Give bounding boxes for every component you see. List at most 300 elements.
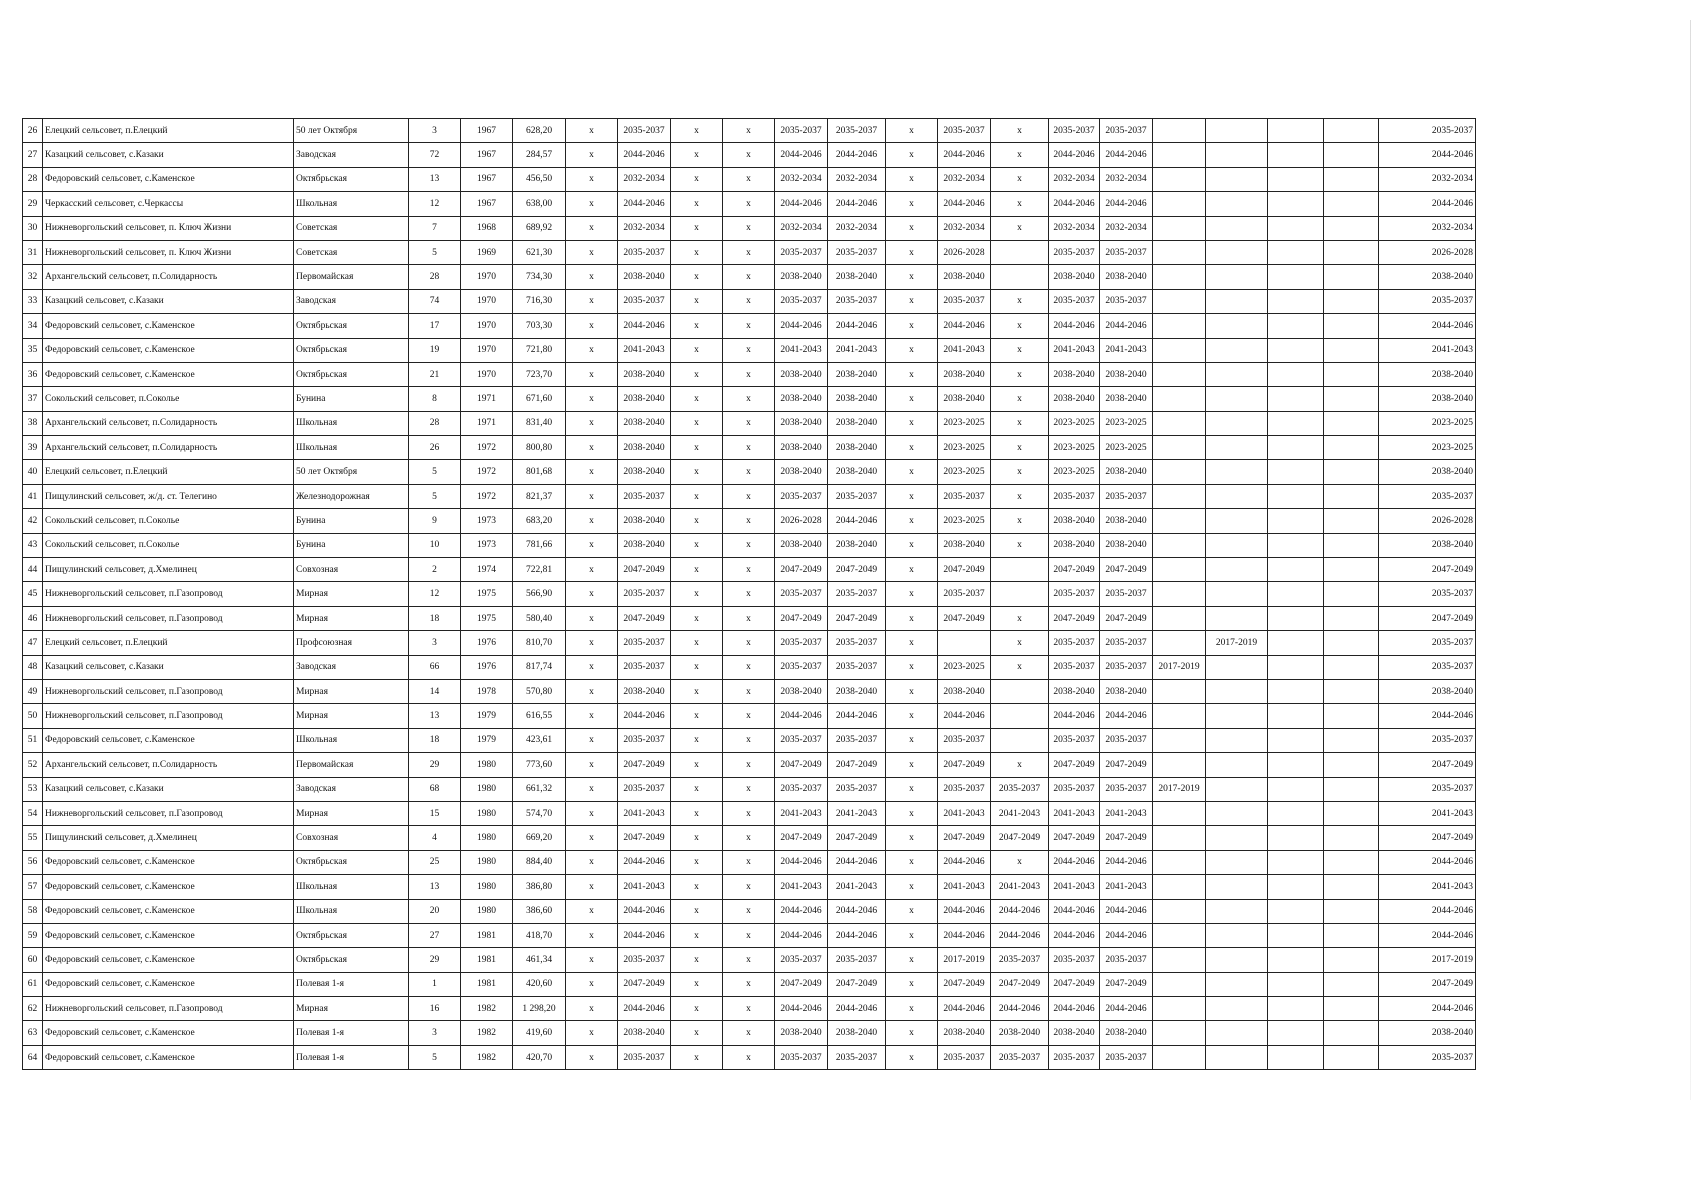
cell-house-number: 5 [409, 1045, 461, 1069]
cell-street: Школьная [294, 411, 409, 435]
cell-col-17: 2044-2046 [1100, 704, 1153, 728]
cell-col-8: 2047-2049 [618, 606, 671, 630]
cell-area: 884,40 [513, 850, 566, 874]
cell-street: Совхозная [294, 826, 409, 850]
cell-area: 800,80 [513, 436, 566, 460]
cell-col-10: x [723, 436, 775, 460]
cell-col-10: x [723, 972, 775, 996]
cell-col-8: 2035-2037 [618, 582, 671, 606]
cell-final-period: 2047-2049 [1379, 558, 1476, 582]
cell-col-10: x [723, 875, 775, 899]
cell-build-year: 1982 [461, 997, 513, 1021]
cell-col-16: 2038-2040 [1049, 362, 1100, 386]
cell-house-number: 8 [409, 387, 461, 411]
cell-col-13: x [886, 899, 938, 923]
cell-row-number: 26 [23, 119, 43, 143]
cell-col-9: x [671, 314, 723, 338]
cell-col-10: x [723, 509, 775, 533]
table-row [23, 899, 1476, 923]
cell-col-12: 2038-2040 [828, 387, 886, 411]
cell-settlement: Нижневоргольский сельсовет, п.Газопровод [43, 704, 294, 728]
cell-final-period: 2038-2040 [1379, 362, 1476, 386]
cell-settlement: Елецкий сельсовет, п.Елецкий [43, 119, 294, 143]
cell-col-7: x [566, 362, 618, 386]
cell-col-15: x [991, 460, 1049, 484]
cell-col-7: x [566, 314, 618, 338]
cell-col-13: x [886, 850, 938, 874]
cell-col-11: 2035-2037 [775, 631, 828, 655]
cell-col-17: 2044-2046 [1100, 314, 1153, 338]
cell-col-16: 2035-2037 [1049, 1045, 1100, 1069]
cell-settlement: Пищулинский сельсовет, ж/д. ст. Телегино [43, 484, 294, 508]
cell-build-year: 1967 [461, 167, 513, 191]
cell-col-14: 2047-2049 [938, 972, 991, 996]
cell-col-11: 2032-2034 [775, 167, 828, 191]
cell-col-13: x [886, 533, 938, 557]
cell-col-12: 2047-2049 [828, 558, 886, 582]
cell-col-12: 2038-2040 [828, 460, 886, 484]
cell-col-7: x [566, 948, 618, 972]
cell-house-number: 26 [409, 436, 461, 460]
cell-col-7: x [566, 411, 618, 435]
cell-col-19 [1206, 704, 1268, 728]
cell-col-21 [1324, 411, 1379, 435]
cell-col-21 [1324, 240, 1379, 264]
table-row [23, 801, 1476, 825]
cell-col-18 [1153, 582, 1206, 606]
cell-col-11: 2038-2040 [775, 533, 828, 557]
cell-settlement: Елецкий сельсовет, п.Елецкий [43, 460, 294, 484]
cell-col-7: x [566, 655, 618, 679]
cell-col-17: 2035-2037 [1100, 1045, 1153, 1069]
cell-col-14: 2041-2043 [938, 338, 991, 362]
cell-col-17: 2032-2034 [1100, 216, 1153, 240]
cell-col-8: 2038-2040 [618, 460, 671, 484]
cell-col-12: 2035-2037 [828, 289, 886, 313]
cell-col-21 [1324, 314, 1379, 338]
cell-final-period: 2035-2037 [1379, 484, 1476, 508]
table-row [23, 679, 1476, 703]
cell-col-12: 2032-2034 [828, 167, 886, 191]
cell-col-20 [1268, 509, 1324, 533]
cell-col-18 [1153, 216, 1206, 240]
cell-street: Октябрьская [294, 362, 409, 386]
cell-col-15: x [991, 192, 1049, 216]
cell-col-10: x [723, 1045, 775, 1069]
cell-col-16: 2035-2037 [1049, 948, 1100, 972]
table-row [23, 362, 1476, 386]
cell-col-14: 2044-2046 [938, 899, 991, 923]
cell-col-8: 2035-2037 [618, 631, 671, 655]
cell-street: Первомайская [294, 753, 409, 777]
cell-final-period: 2041-2043 [1379, 801, 1476, 825]
cell-col-18 [1153, 704, 1206, 728]
cell-col-11: 2044-2046 [775, 143, 828, 167]
cell-area: 817,74 [513, 655, 566, 679]
cell-col-9: x [671, 655, 723, 679]
cell-house-number: 3 [409, 631, 461, 655]
table-row [23, 338, 1476, 362]
cell-final-period: 2023-2025 [1379, 436, 1476, 460]
cell-col-13: x [886, 192, 938, 216]
cell-col-17: 2044-2046 [1100, 850, 1153, 874]
cell-col-16: 2044-2046 [1049, 899, 1100, 923]
cell-house-number: 15 [409, 801, 461, 825]
table-row [23, 631, 1476, 655]
cell-col-17: 2041-2043 [1100, 338, 1153, 362]
cell-area: 669,20 [513, 826, 566, 850]
cell-col-9: x [671, 436, 723, 460]
cell-col-8: 2044-2046 [618, 704, 671, 728]
cell-col-21 [1324, 509, 1379, 533]
cell-col-16: 2044-2046 [1049, 704, 1100, 728]
cell-col-7: x [566, 899, 618, 923]
cell-col-18 [1153, 826, 1206, 850]
cell-house-number: 66 [409, 655, 461, 679]
cell-col-17: 2032-2034 [1100, 167, 1153, 191]
cell-settlement: Федоровский сельсовет, с.Каменское [43, 899, 294, 923]
cell-col-8: 2035-2037 [618, 1045, 671, 1069]
cell-street: Заводская [294, 777, 409, 801]
cell-col-14 [938, 631, 991, 655]
cell-col-10: x [723, 119, 775, 143]
cell-col-15: x [991, 289, 1049, 313]
cell-col-16: 2047-2049 [1049, 972, 1100, 996]
cell-col-13: x [886, 801, 938, 825]
cell-col-14: 2035-2037 [938, 119, 991, 143]
cell-col-8: 2035-2037 [618, 948, 671, 972]
cell-col-21 [1324, 1021, 1379, 1045]
cell-col-18 [1153, 997, 1206, 1021]
cell-col-10: x [723, 167, 775, 191]
table-row [23, 923, 1476, 947]
cell-house-number: 5 [409, 240, 461, 264]
cell-settlement: Нижневоргольский сельсовет, п. Ключ Жизни [43, 240, 294, 264]
cell-col-20 [1268, 899, 1324, 923]
cell-col-20 [1268, 850, 1324, 874]
cell-col-9: x [671, 582, 723, 606]
cell-area: 628,20 [513, 119, 566, 143]
cell-area: 420,60 [513, 972, 566, 996]
cell-col-10: x [723, 411, 775, 435]
cell-col-12: 2038-2040 [828, 1021, 886, 1045]
cell-col-21 [1324, 436, 1379, 460]
cell-col-16: 2035-2037 [1049, 728, 1100, 752]
cell-col-21 [1324, 704, 1379, 728]
cell-col-18 [1153, 484, 1206, 508]
cell-street: Школьная [294, 192, 409, 216]
cell-col-14: 2035-2037 [938, 289, 991, 313]
cell-col-7: x [566, 558, 618, 582]
cell-col-20 [1268, 606, 1324, 630]
cell-col-8: 2032-2034 [618, 216, 671, 240]
cell-col-21 [1324, 728, 1379, 752]
cell-col-13: x [886, 509, 938, 533]
cell-area: 716,30 [513, 289, 566, 313]
cell-col-14: 2035-2037 [938, 1045, 991, 1069]
cell-col-12: 2044-2046 [828, 509, 886, 533]
cell-row-number: 28 [23, 167, 43, 191]
cell-build-year: 1980 [461, 753, 513, 777]
cell-col-10: x [723, 704, 775, 728]
table-row [23, 460, 1476, 484]
cell-col-16: 2038-2040 [1049, 265, 1100, 289]
cell-col-18 [1153, 314, 1206, 338]
cell-col-18 [1153, 1045, 1206, 1069]
cell-col-11: 2044-2046 [775, 997, 828, 1021]
cell-col-11: 2026-2028 [775, 509, 828, 533]
cell-area: 461,34 [513, 948, 566, 972]
cell-col-19 [1206, 582, 1268, 606]
cell-col-9: x [671, 1021, 723, 1045]
cell-col-17: 2047-2049 [1100, 972, 1153, 996]
cell-area: 566,90 [513, 582, 566, 606]
cell-col-7: x [566, 850, 618, 874]
cell-col-11: 2044-2046 [775, 923, 828, 947]
cell-col-9: x [671, 192, 723, 216]
cell-col-8: 2038-2040 [618, 411, 671, 435]
cell-col-9: x [671, 777, 723, 801]
cell-col-10: x [723, 631, 775, 655]
cell-build-year: 1978 [461, 679, 513, 703]
cell-col-10: x [723, 655, 775, 679]
cell-street: Мирная [294, 606, 409, 630]
cell-col-15 [991, 728, 1049, 752]
cell-col-14: 2044-2046 [938, 850, 991, 874]
table-row [23, 192, 1476, 216]
cell-col-10: x [723, 338, 775, 362]
cell-col-20 [1268, 948, 1324, 972]
cell-col-7: x [566, 753, 618, 777]
cell-col-14: 2044-2046 [938, 314, 991, 338]
cell-settlement: Архангельский сельсовет, п.Солидарность [43, 411, 294, 435]
cell-house-number: 29 [409, 753, 461, 777]
cell-col-12: 2041-2043 [828, 875, 886, 899]
cell-col-19 [1206, 923, 1268, 947]
cell-col-14: 2047-2049 [938, 826, 991, 850]
cell-col-7: x [566, 826, 618, 850]
cell-col-11: 2035-2037 [775, 777, 828, 801]
cell-col-15: x [991, 753, 1049, 777]
cell-col-21 [1324, 387, 1379, 411]
table-row [23, 972, 1476, 996]
cell-col-12: 2035-2037 [828, 119, 886, 143]
cell-house-number: 12 [409, 582, 461, 606]
cell-row-number: 30 [23, 216, 43, 240]
cell-row-number: 52 [23, 753, 43, 777]
cell-col-7: x [566, 704, 618, 728]
cell-final-period: 2038-2040 [1379, 1021, 1476, 1045]
cell-col-7: x [566, 460, 618, 484]
cell-street: Октябрьская [294, 923, 409, 947]
cell-col-20 [1268, 411, 1324, 435]
cell-col-8: 2035-2037 [618, 655, 671, 679]
cell-col-10: x [723, 679, 775, 703]
cell-col-19 [1206, 119, 1268, 143]
cell-col-19 [1206, 436, 1268, 460]
cell-col-10: x [723, 240, 775, 264]
cell-col-17: 2035-2037 [1100, 119, 1153, 143]
cell-col-15: 2044-2046 [991, 997, 1049, 1021]
cell-row-number: 37 [23, 387, 43, 411]
cell-row-number: 57 [23, 875, 43, 899]
cell-col-10: x [723, 777, 775, 801]
cell-col-17: 2035-2037 [1100, 289, 1153, 313]
cell-col-12: 2035-2037 [828, 484, 886, 508]
cell-area: 638,00 [513, 192, 566, 216]
cell-col-11: 2047-2049 [775, 753, 828, 777]
cell-col-8: 2047-2049 [618, 753, 671, 777]
cell-final-period: 2044-2046 [1379, 314, 1476, 338]
cell-build-year: 1970 [461, 338, 513, 362]
cell-col-9: x [671, 923, 723, 947]
cell-col-9: x [671, 875, 723, 899]
cell-col-13: x [886, 167, 938, 191]
cell-house-number: 21 [409, 362, 461, 386]
cell-col-10: x [723, 606, 775, 630]
cell-col-9: x [671, 411, 723, 435]
cell-final-period: 2041-2043 [1379, 338, 1476, 362]
cell-col-14: 2038-2040 [938, 362, 991, 386]
cell-col-17: 2023-2025 [1100, 436, 1153, 460]
cell-build-year: 1976 [461, 631, 513, 655]
cell-row-number: 63 [23, 1021, 43, 1045]
cell-area: 419,60 [513, 1021, 566, 1045]
cell-col-20 [1268, 875, 1324, 899]
cell-col-8: 2041-2043 [618, 801, 671, 825]
cell-col-18 [1153, 972, 1206, 996]
cell-col-19 [1206, 411, 1268, 435]
cell-col-17: 2035-2037 [1100, 582, 1153, 606]
table-row [23, 265, 1476, 289]
cell-col-20 [1268, 923, 1324, 947]
cell-col-15: 2044-2046 [991, 899, 1049, 923]
cell-col-18 [1153, 875, 1206, 899]
cell-col-8: 2035-2037 [618, 728, 671, 752]
cell-build-year: 1976 [461, 655, 513, 679]
cell-final-period: 2044-2046 [1379, 997, 1476, 1021]
cell-col-13: x [886, 119, 938, 143]
cell-col-19 [1206, 338, 1268, 362]
cell-col-10: x [723, 923, 775, 947]
cell-col-12: 2047-2049 [828, 972, 886, 996]
cell-col-13: x [886, 436, 938, 460]
cell-col-21 [1324, 997, 1379, 1021]
cell-col-15: x [991, 387, 1049, 411]
cell-row-number: 42 [23, 509, 43, 533]
cell-col-7: x [566, 509, 618, 533]
cell-col-12: 2038-2040 [828, 265, 886, 289]
cell-col-7: x [566, 875, 618, 899]
cell-col-17: 2047-2049 [1100, 606, 1153, 630]
cell-col-14: 2041-2043 [938, 801, 991, 825]
cell-area: 386,60 [513, 899, 566, 923]
cell-col-12: 2044-2046 [828, 143, 886, 167]
cell-row-number: 62 [23, 997, 43, 1021]
cell-col-20 [1268, 704, 1324, 728]
cell-street: Железнодорожная [294, 484, 409, 508]
cell-col-11: 2038-2040 [775, 411, 828, 435]
cell-col-13: x [886, 923, 938, 947]
cell-col-9: x [671, 631, 723, 655]
cell-col-17: 2038-2040 [1100, 1021, 1153, 1045]
cell-col-12: 2047-2049 [828, 753, 886, 777]
cell-col-8: 2035-2037 [618, 484, 671, 508]
cell-row-number: 56 [23, 850, 43, 874]
cell-col-19 [1206, 606, 1268, 630]
cell-build-year: 1982 [461, 1045, 513, 1069]
cell-col-7: x [566, 484, 618, 508]
cell-col-7: x [566, 216, 618, 240]
cell-col-11: 2035-2037 [775, 119, 828, 143]
cell-final-period: 2035-2037 [1379, 1045, 1476, 1069]
cell-col-13: x [886, 338, 938, 362]
cell-settlement: Пищулинский сельсовет, д.Хмелинец [43, 826, 294, 850]
cell-col-12: 2044-2046 [828, 704, 886, 728]
cell-col-20 [1268, 216, 1324, 240]
cell-house-number: 12 [409, 192, 461, 216]
cell-final-period: 2038-2040 [1379, 460, 1476, 484]
cell-col-19 [1206, 679, 1268, 703]
cell-col-7: x [566, 289, 618, 313]
cell-col-19 [1206, 143, 1268, 167]
cell-area: 781,66 [513, 533, 566, 557]
cell-col-17: 2044-2046 [1100, 923, 1153, 947]
cell-col-12: 2041-2043 [828, 338, 886, 362]
cell-col-19 [1206, 972, 1268, 996]
cell-col-13: x [886, 631, 938, 655]
cell-house-number: 7 [409, 216, 461, 240]
cell-house-number: 9 [409, 509, 461, 533]
table-row [23, 777, 1476, 801]
cell-col-16: 2044-2046 [1049, 314, 1100, 338]
cell-col-10: x [723, 387, 775, 411]
cell-col-9: x [671, 265, 723, 289]
cell-col-14: 2023-2025 [938, 655, 991, 679]
cell-col-20 [1268, 119, 1324, 143]
cell-col-12: 2044-2046 [828, 923, 886, 947]
cell-row-number: 39 [23, 436, 43, 460]
cell-col-8: 2038-2040 [618, 362, 671, 386]
cell-col-10: x [723, 289, 775, 313]
cell-col-11: 2047-2049 [775, 606, 828, 630]
cell-col-11: 2041-2043 [775, 338, 828, 362]
cell-col-20 [1268, 533, 1324, 557]
cell-col-15: 2035-2037 [991, 1045, 1049, 1069]
cell-build-year: 1974 [461, 558, 513, 582]
cell-settlement: Нижневоргольский сельсовет, п.Газопровод [43, 997, 294, 1021]
cell-col-13: x [886, 265, 938, 289]
cell-area: 831,40 [513, 411, 566, 435]
cell-col-8: 2044-2046 [618, 899, 671, 923]
cell-col-15: 2041-2043 [991, 875, 1049, 899]
cell-col-18 [1153, 143, 1206, 167]
cell-col-19 [1206, 753, 1268, 777]
cell-col-15 [991, 704, 1049, 728]
cell-col-15: x [991, 509, 1049, 533]
cell-col-11: 2035-2037 [775, 582, 828, 606]
cell-street: Школьная [294, 728, 409, 752]
table-row [23, 948, 1476, 972]
cell-final-period: 2044-2046 [1379, 704, 1476, 728]
cell-col-13: x [886, 679, 938, 703]
cell-col-7: x [566, 997, 618, 1021]
cell-col-18 [1153, 679, 1206, 703]
cell-col-13: x [886, 948, 938, 972]
cell-col-18: 2017-2019 [1153, 655, 1206, 679]
cell-col-18 [1153, 753, 1206, 777]
cell-col-16: 2041-2043 [1049, 875, 1100, 899]
